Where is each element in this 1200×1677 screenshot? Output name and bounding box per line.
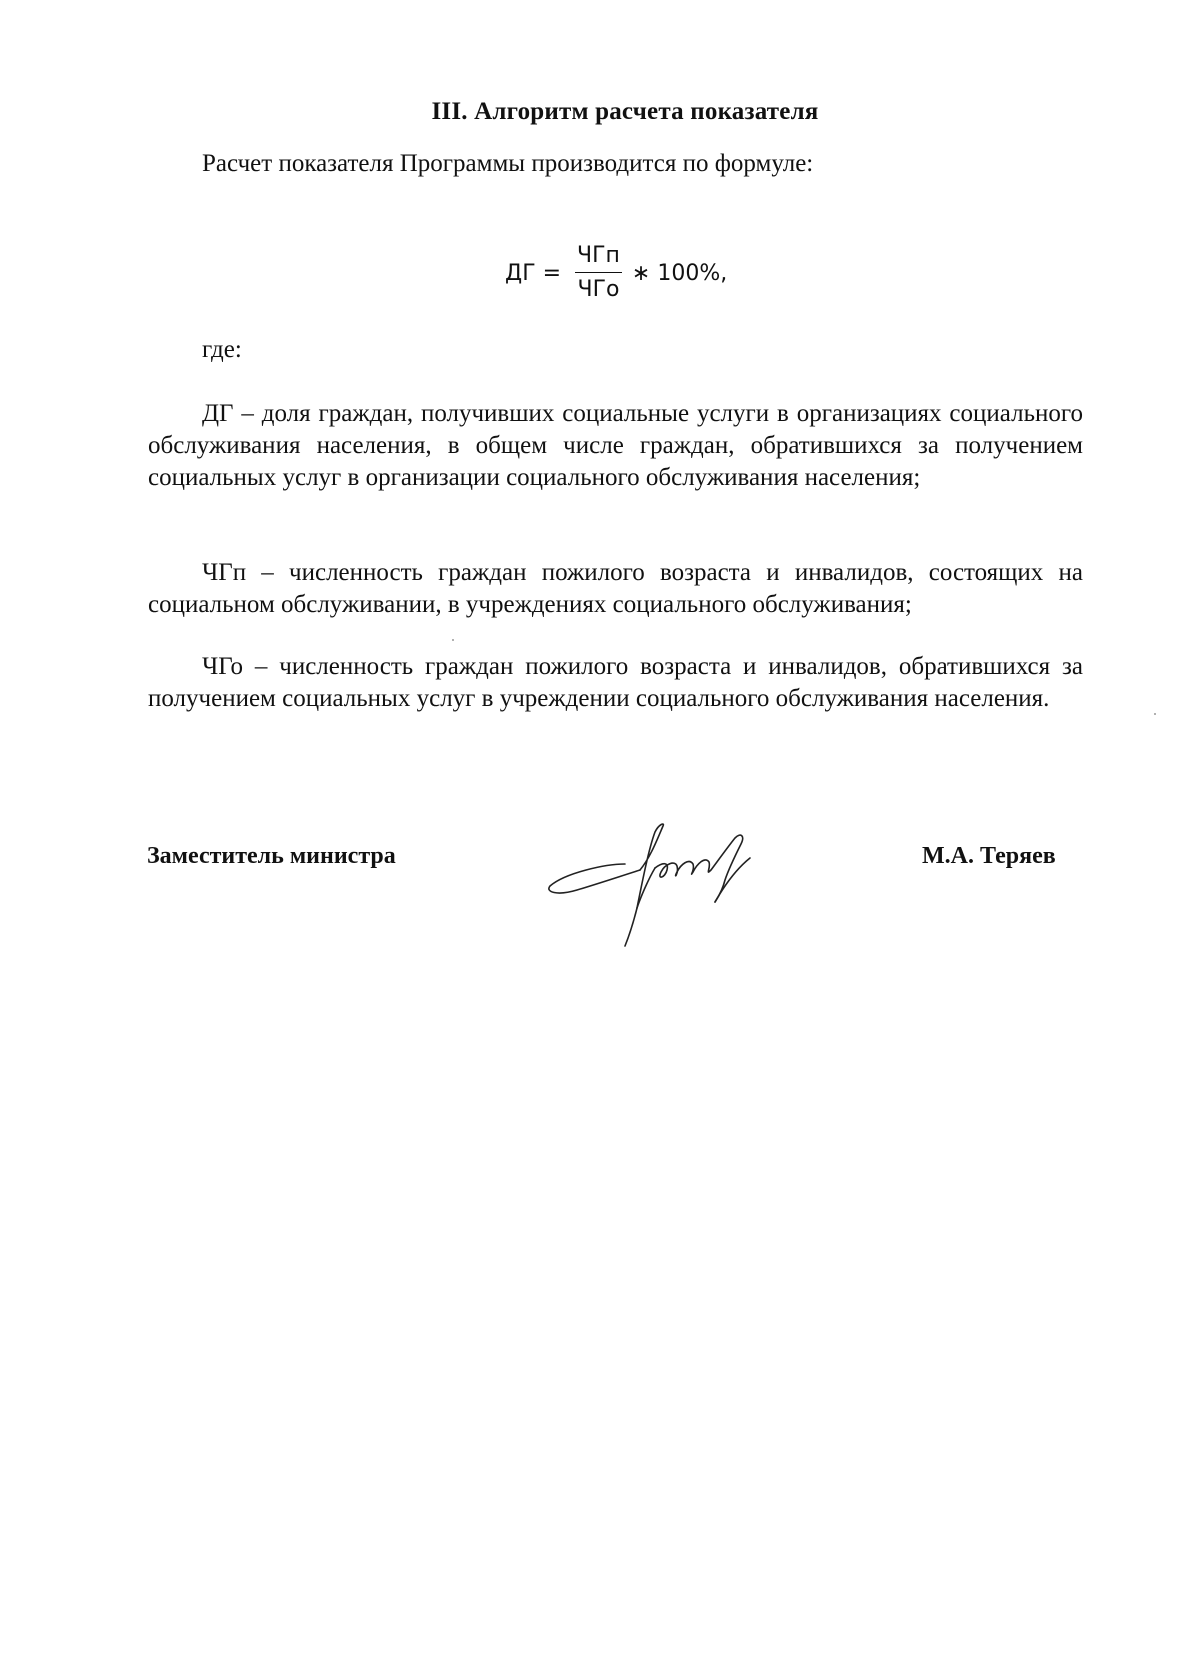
formula-numerator: ЧГп	[577, 242, 620, 268]
section-heading: III. Алгоритм расчета показателя	[431, 98, 819, 125]
intro-text: Расчет показателя Программы производится по формуле:	[202, 150, 814, 177]
formula-denominator: ЧГо	[577, 277, 620, 303]
signatory-position: Заместитель министра	[147, 843, 396, 869]
formula-lhs: ДГ =	[505, 260, 562, 286]
handwritten-signature	[545, 818, 795, 948]
formula-fraction	[575, 242, 622, 305]
scan-speck	[1154, 713, 1156, 715]
definition-dg: ДГ – доля граждан, получивших социальные услуги в организациях социального обслуживания населения, в общем числе граждан, обратившихся за получением социальных услуг в организации социального обслуживания населения;	[148, 400, 1083, 491]
signatory-name: М.А. Теряев	[922, 843, 1056, 869]
definition-chgp: ЧГп – численность граждан пожилого возраста и инвалидов, состоящих на социальном обслуживании, в учреждениях социального обслуживания;	[148, 559, 1083, 618]
where-label: где:	[202, 336, 242, 363]
definition-chgo: ЧГо – численность граждан пожилого возраста и инвалидов, обратившихся за получением социальных услуг в учреждении социального обслуживания населения.	[148, 653, 1083, 712]
scan-speck	[452, 639, 454, 641]
formula-rhs: ∗ 100%,	[631, 260, 728, 286]
formula	[505, 236, 727, 310]
